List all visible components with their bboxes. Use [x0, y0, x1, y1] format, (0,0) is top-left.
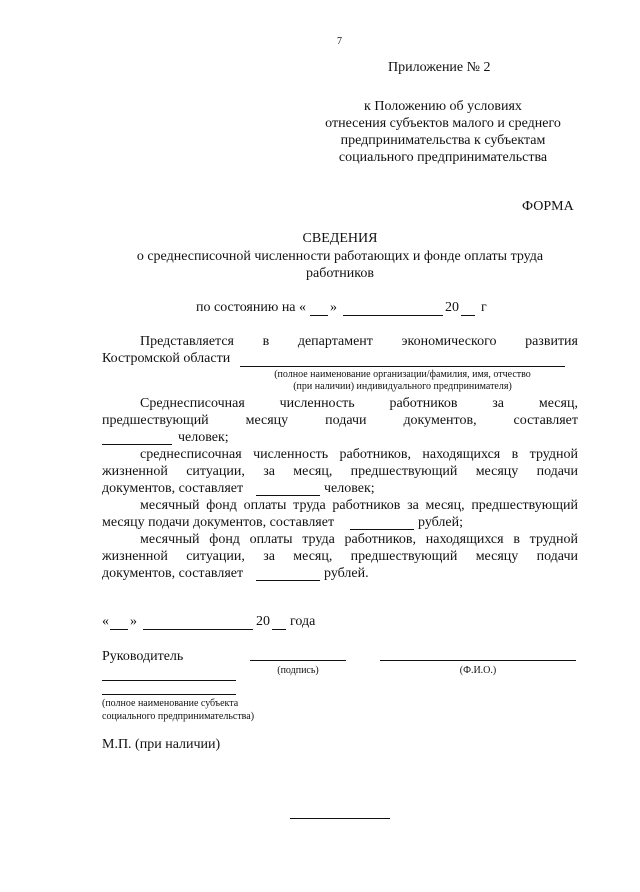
intro-word: экономического	[401, 334, 497, 349]
item-2-text: среднесписочная численность работников, находящихся в трудной	[140, 447, 578, 462]
item-word: работников	[389, 396, 458, 411]
date-year-prefix: 20	[256, 614, 270, 629]
item-3-line-1	[140, 498, 578, 514]
intro-word: развития	[525, 334, 578, 349]
full-name-caption: (Ф.И.О.)	[459, 665, 497, 676]
item-word: за	[492, 396, 505, 411]
item-word: месяцу	[245, 413, 289, 428]
item-word: Среднесписочная	[140, 396, 245, 411]
item-1-unit: человек;	[178, 430, 229, 445]
item-2-line-2	[102, 464, 578, 480]
vulnerable-payroll-fund-field[interactable]	[256, 580, 320, 581]
item-word: документов,	[403, 413, 477, 428]
document-subtitle-cont: работников	[306, 266, 374, 281]
as-of-day-field[interactable]	[310, 315, 328, 316]
as-of-suffix: г	[481, 300, 487, 315]
item-3-line-2a: месяцу подачи документов, составляет	[102, 515, 335, 530]
item-word: месяц,	[538, 396, 578, 411]
item-1-line-1	[140, 396, 578, 412]
date-suffix: года	[290, 614, 316, 629]
payroll-fund-field[interactable]	[350, 529, 414, 530]
signature-field[interactable]	[250, 660, 346, 661]
as-of-year-field[interactable]	[461, 315, 475, 316]
as-of-prefix: по состоянию на «	[196, 300, 307, 315]
organization-caption: (полное наименование организации/фамилия, имя, отчество	[274, 369, 531, 380]
intro-region: Костромской области	[102, 351, 231, 366]
item-2-unit: человек;	[324, 481, 375, 496]
appendix-title: Приложение № 2	[388, 60, 491, 75]
subject-name-field[interactable]	[102, 694, 236, 695]
organization-caption-cont: (при наличии) индивидуального предпринимателя)	[293, 381, 512, 392]
item-3-text: месячный фонд оплаты труда работников за месяц, предшествующий	[140, 498, 578, 513]
item-1-line-2	[102, 413, 578, 429]
stamp-label: М.П. (при наличии)	[102, 737, 221, 752]
intro-word: в	[262, 334, 270, 349]
full-name-field[interactable]	[380, 660, 576, 661]
as-of-year-prefix: 20	[445, 300, 459, 315]
item-2-line-1	[140, 447, 578, 463]
subject-caption-cont: социального предпринимательства)	[102, 711, 255, 722]
appendix-reference	[302, 98, 584, 166]
item-4-text: жизненной ситуации, за месяц, предшествующий месяцу подачи	[102, 549, 578, 564]
head-position-field[interactable]	[102, 680, 236, 681]
item-4-text: месячный фонд оплаты труда работников, находящихся в трудной	[140, 532, 578, 547]
page-number: 7	[337, 36, 342, 47]
appendix-line: к Положению об условиях	[364, 99, 522, 114]
document-title: СВЕДЕНИЯ	[302, 231, 378, 246]
document-subtitle: о среднесписочной численности работающих и фонде оплаты труда	[136, 249, 544, 264]
item-word: составляет	[513, 413, 578, 428]
head-label: Руководитель	[102, 649, 184, 664]
as-of-close: »	[330, 300, 337, 315]
item-4-unit: рублей.	[324, 566, 369, 581]
item-word: численность	[279, 396, 355, 411]
item-2-text: жизненной ситуации, за месяц, предшествующий месяцу подачи	[102, 464, 578, 479]
date-close-quote: »	[130, 614, 137, 629]
item-4-line-3a: документов, составляет	[102, 566, 244, 581]
as-of-month-field[interactable]	[343, 315, 443, 316]
intro-word: департамент	[297, 334, 373, 349]
vulnerable-employee-count-field[interactable]	[256, 495, 320, 496]
appendix-line: предпринимательства к субъектам	[340, 133, 546, 148]
subject-caption: (полное наименование субъекта	[102, 698, 239, 709]
date-day-field[interactable]	[110, 629, 128, 630]
appendix-line: отнесения субъектов малого и среднего	[325, 116, 561, 131]
item-word: предшествующий	[102, 413, 209, 428]
closing-divider	[290, 818, 390, 819]
item-4-line-1	[140, 532, 578, 548]
date-year-field[interactable]	[272, 629, 286, 630]
intro-word: Представляется	[140, 334, 234, 349]
intro-line-1	[140, 334, 578, 350]
form-label: ФОРМА	[522, 199, 574, 214]
appendix-line: социального предпринимательства	[338, 150, 548, 165]
item-3-unit: рублей;	[418, 515, 463, 530]
date-open-quote: «	[102, 614, 109, 629]
employee-count-field[interactable]	[102, 444, 172, 445]
item-word: подачи	[325, 413, 367, 428]
organization-name-field[interactable]	[240, 366, 565, 367]
signature-caption: (подпись)	[277, 665, 319, 676]
date-month-field[interactable]	[143, 629, 253, 630]
item-4-line-2	[102, 549, 578, 565]
item-2-line-3a: документов, составляет	[102, 481, 244, 496]
